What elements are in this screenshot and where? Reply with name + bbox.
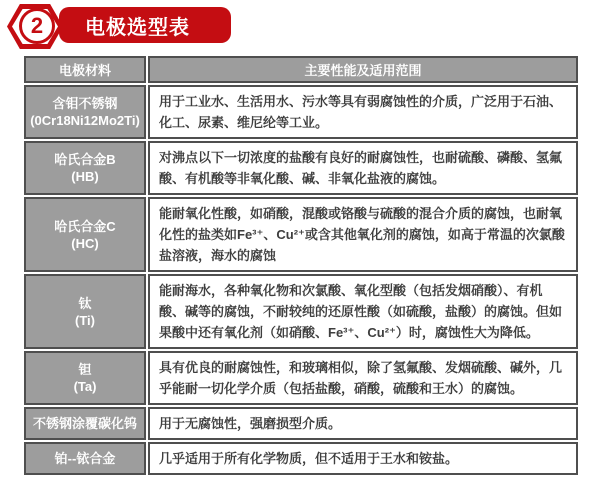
description-cell: 能耐海水，各种氧化物和次氯酸、氧化型酸（包括发烟硝酸）、有机酸、碱等的腐蚀，不耐较纯的还原性酸（如硫酸，盐酸）的腐蚀。但如果酸中还有氧化剂（如硝酸、Fe³⁺、Cu²⁺）时，腐蚀性大为降低。 — [148, 274, 578, 349]
material-cell — [24, 141, 146, 195]
material-cell — [24, 442, 146, 475]
material-code: (Ta) — [73, 379, 97, 394]
table-row — [24, 407, 578, 440]
material-code: (HB) — [71, 169, 99, 184]
table-row — [24, 351, 578, 405]
description-cell: 用于无腐蚀性，强磨损型介质。 — [148, 407, 578, 440]
material-name: 铂--铱合金 — [54, 451, 116, 466]
material-name: 哈氏合金B — [54, 152, 116, 167]
table-row — [24, 442, 578, 475]
material-name: 钽 — [78, 362, 92, 377]
material-code: (Ti) — [75, 312, 95, 328]
material-cell — [24, 351, 146, 405]
description-cell: 用于工业水、生活用水、污水等具有弱腐蚀性的介质，广泛用于石油、化工、尿素、维尼纶等工业。 — [148, 85, 578, 139]
table-row — [24, 274, 578, 349]
material-name: 哈氏合金C — [54, 218, 116, 234]
description-cell: 对沸点以下一切浓度的盐酸有良好的耐腐蚀性，也耐硫酸、磷酸、氢氟酸、有机酸等非氧化酸、碱、非氧化盐液的腐蚀。 — [148, 141, 578, 195]
table-row — [24, 85, 578, 139]
material-code: (HC) — [71, 235, 99, 251]
page-header — [0, 0, 600, 54]
material-cell — [24, 274, 146, 349]
description-cell: 能耐氧化性酸，如硝酸，混酸或铬酸与硫酸的混合介质的腐蚀，也耐氧化性的盐类如Fe³⁺、Cu²⁺或含其他氧化剂的腐蚀，如高于常温的次氯酸盐溶液，海水的腐蚀 — [148, 197, 578, 272]
column-header-material: 电极材料 — [24, 56, 146, 83]
table-header-row — [24, 56, 578, 83]
table-row — [24, 197, 578, 272]
material-cell — [24, 407, 146, 440]
electrode-selection-table — [22, 54, 580, 477]
material-name: 含钼不锈钢 — [52, 96, 118, 111]
description-cell: 具有优良的耐腐蚀性，和玻璃相似，除了氢氟酸、发烟硫酸、碱外，几乎能耐一切化学介质（包括盐酸，硝酸，硫酸和王水）的腐蚀。 — [148, 351, 578, 405]
table-row — [24, 141, 578, 195]
page-title: 电极选型表 — [59, 7, 231, 43]
material-cell — [24, 85, 146, 139]
material-cell — [24, 197, 146, 272]
column-header-performance: 主要性能及适用范围 — [148, 56, 578, 83]
description-cell: 几乎适用于所有化学物质，但不适用于王水和铵盐。 — [148, 442, 578, 475]
material-name: 不锈钢涂覆碳化钨 — [32, 416, 137, 431]
material-name: 钛 — [78, 295, 92, 311]
material-code: (0Cr18Ni12Mo2Ti) — [30, 113, 140, 128]
badge-number: 2 — [19, 8, 55, 44]
